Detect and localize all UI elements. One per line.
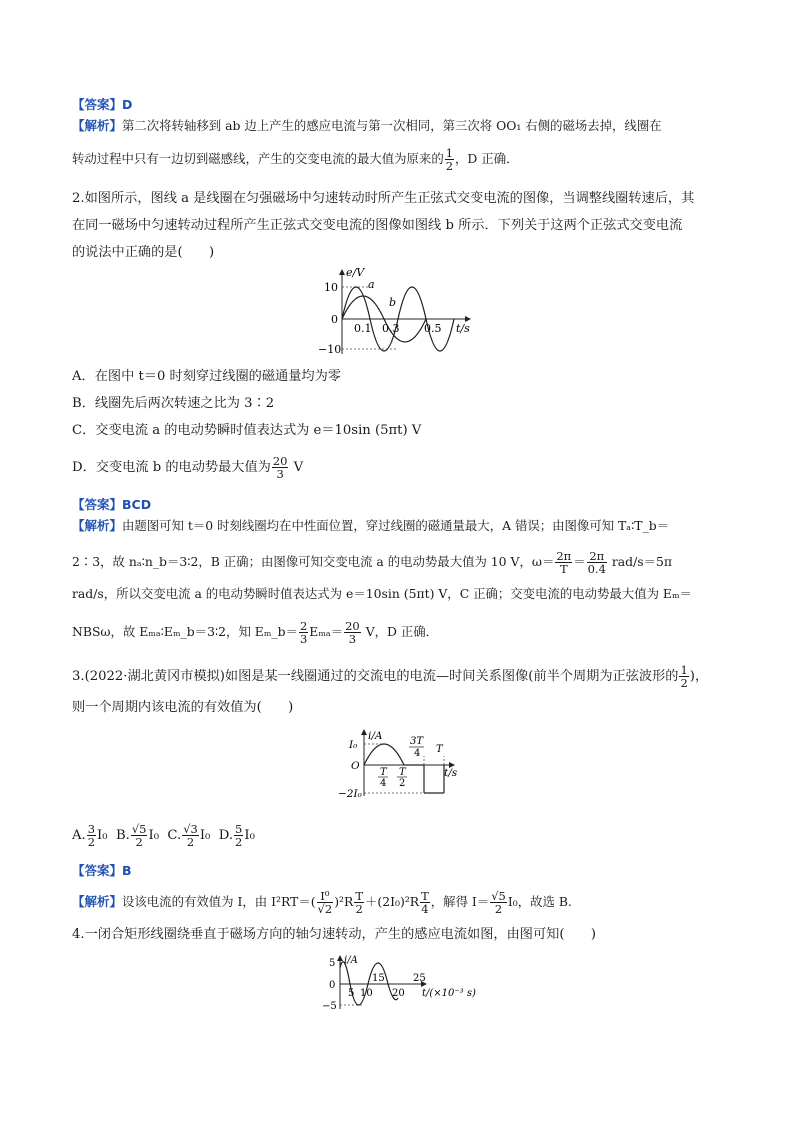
q2-analysis-line-3: rad/s，所以交变电流 a 的电动势瞬时值表达式为 e＝10sin (5πt) V，C 正确；交变电流的电动势最大值为 Eₘ＝	[72, 586, 692, 601]
q3-options-line	[72, 823, 727, 848]
x-tick-0.5: 0.5	[424, 322, 442, 335]
y-tick-neg10: −10	[318, 343, 342, 356]
fraction-one-half	[445, 147, 454, 172]
y-tick-10: 10	[324, 281, 338, 294]
frac-num: 2π	[556, 549, 572, 563]
q3-analysis-line	[72, 890, 727, 915]
fraction-2pi-0.4	[587, 550, 607, 575]
tick-3T4-den: 4	[414, 748, 421, 759]
frac-num: 3	[87, 822, 96, 836]
q3-option-d-fraction	[234, 823, 243, 848]
fraction-T-4	[420, 890, 430, 915]
tick-T4-den: 4	[380, 778, 387, 789]
frac-den: 2	[87, 835, 96, 849]
fraction-2pi-T	[555, 550, 572, 575]
q3-analysis-text-1: 设该电流的有效值为 I，由 I²RT＝(	[122, 894, 316, 909]
q3-current-graph	[336, 726, 466, 798]
q1-answer-line	[72, 96, 727, 115]
q2-analysis-line-4	[72, 620, 727, 645]
answer-tag: 【答案】	[72, 97, 123, 112]
q2-analysis-text-5: Eₘₐ＝	[309, 624, 344, 639]
frac-den: T	[559, 562, 568, 576]
frac-den: 3	[276, 467, 284, 481]
q3-option-b-label: B.	[115, 828, 130, 843]
q2-answer-line	[72, 496, 727, 515]
tick-T: T	[436, 744, 443, 755]
q1-analysis-text-2: 转动过程中只有一边切到磁感线，产生的交变电流的最大值为原来的	[72, 151, 444, 166]
frac-num: √3	[183, 822, 198, 836]
answer-tag: 【答案】	[72, 863, 123, 878]
q2-sine-graph	[310, 266, 490, 358]
q3-stem-text-2: )，	[689, 669, 709, 684]
frac-den: 2	[494, 902, 503, 916]
q2-analysis-line-2	[72, 550, 727, 575]
q3-analysis-text-4: ，解得 I＝	[430, 894, 490, 909]
x-tick-0.1: 0.1	[354, 322, 372, 335]
q3-option-c-I0: I₀	[199, 828, 211, 843]
q3-option-a-fraction	[87, 823, 96, 848]
frac-den: 2	[135, 835, 143, 849]
q4-current-graph	[318, 953, 528, 1011]
curve-b-label: b	[389, 296, 397, 309]
q2-analysis-text-3: rad/s＝5π	[607, 554, 673, 569]
q1-analysis-text-3: ，D 正确．	[455, 151, 519, 166]
curve-a-label: a	[368, 278, 375, 291]
q2-stem-line-3: 的说法中正确的是( )	[72, 245, 215, 260]
tick-3T-num: 3T	[410, 736, 424, 747]
y-tick-0: 0	[331, 313, 338, 326]
q2-option-b: B．线圈先后两次转速之比为 3∶2	[72, 396, 275, 411]
q1-analysis-text-1: 第二次将转轴移到 ab 边上产生的感应电流与第一次相同，第三次将 OO₁ 右侧的磁场去掉，线圈在	[122, 118, 662, 133]
q2-option-d-unit: V	[289, 460, 304, 475]
q3-stem-line-2: 则一个周期内该电流的有效值为( )	[72, 700, 294, 715]
frac-den: 2	[680, 676, 688, 690]
y-tick-neg5: −5	[322, 1001, 337, 1011]
q3-analysis-text-5: I₀，故选 B.	[507, 894, 572, 909]
q3-option-d-label: D.	[218, 828, 234, 843]
frac-den: 2	[186, 835, 195, 849]
fraction-I0-sqrt2	[317, 890, 334, 915]
q2-stem-line-2: 在同一磁场中匀速转动过程所产生正弦式交变电流的图像如图线 b 所示．下列关于这两个正弦式交变电流	[72, 218, 683, 233]
q3-option-a-I0: I₀	[97, 828, 108, 843]
q2-option-a: A．在图中 t＝0 时刻穿过线圈的磁通量均为零	[72, 369, 341, 384]
analysis-tag: 【解析】	[72, 118, 123, 133]
frac-den: 3	[348, 632, 357, 646]
frac-num: 2π	[587, 550, 607, 563]
frac-num: T	[421, 889, 429, 903]
q3-option-c-label: C.	[167, 828, 182, 843]
x-tick-20: 20	[392, 988, 405, 999]
analysis-tag: 【解析】	[72, 894, 123, 909]
frac-num: I⁰	[317, 890, 334, 903]
q3-option-d-I0: I₀	[244, 828, 255, 843]
frac-den: 2	[355, 902, 363, 916]
y-tick-I0: I₀	[349, 739, 358, 751]
frac-num: √5	[131, 822, 147, 836]
x-axis-label: t/s	[456, 322, 470, 335]
frac-num: √5	[491, 889, 506, 903]
fraction-2-3	[299, 620, 308, 645]
q3-option-b-I0: I₀	[148, 828, 159, 843]
q2-analysis-line-1	[72, 517, 727, 535]
y-axis-label: i/A	[344, 955, 358, 966]
frac-den: 4	[421, 902, 429, 916]
frac-den: 2	[445, 159, 454, 173]
frac-num: 1	[445, 146, 454, 160]
fraction-sqrt5-2	[490, 890, 507, 915]
frac-den: 2	[235, 835, 243, 849]
x-tick-5: 5	[348, 988, 355, 999]
frac-num: 2	[299, 619, 308, 633]
analysis-tag: 【解析】	[72, 518, 123, 533]
frac-num: 20	[272, 454, 288, 468]
q2-analysis-text-2: 2∶3，故 nₐ∶n_b＝3∶2，B 正确；由图像可知交变电流 a 的电动势最大值为 10 V，ω＝	[72, 554, 555, 569]
y-axis-label: i/A	[368, 730, 383, 742]
x-axis-label: t/s	[444, 767, 458, 779]
q4-stem: 4.一闭合矩形线圈绕垂直于磁场方向的轴匀速转动，产生的感应电流如图，由图可知( )	[72, 927, 596, 942]
q2-option-c: C．交变电流 a 的电动势瞬时值表达式为 e＝10sin (5πt) V	[72, 423, 422, 438]
q3-option-b-fraction	[131, 823, 148, 848]
q1-analysis-line-1	[72, 117, 727, 135]
fraction-20-3	[344, 620, 361, 645]
q3-stem-line-1	[72, 664, 727, 689]
y-axis-label: e/V	[346, 266, 365, 279]
q3-answer: B	[122, 863, 132, 878]
q2-option-d-text: D．交变电流 b 的电动势最大值为	[72, 460, 271, 475]
q3-analysis-text-2: )²R	[334, 894, 354, 909]
frac-num: 20	[345, 619, 360, 633]
q2-answer: BCD	[122, 497, 152, 512]
q1-analysis-line-2	[72, 147, 727, 172]
origin-label: O	[351, 760, 360, 772]
tick-T2-den: 2	[399, 778, 406, 789]
q2-option-d	[72, 455, 727, 480]
q3-option-a-label: A.	[72, 828, 86, 843]
y-tick-0: 0	[329, 980, 336, 991]
tick-T4-num: T	[380, 767, 387, 778]
x-tick-25: 25	[413, 973, 426, 984]
fraction-T-2	[354, 890, 364, 915]
x-tick-15: 15	[372, 973, 385, 984]
frac-den: 3	[299, 632, 308, 646]
x-tick-10: 10	[360, 988, 373, 999]
q3-stem-text-1: 3.(2022·湖北黄冈市模拟)如图是某一线圈通过的交流电的电流—时间关系图像(前半个周期为正弦波形的	[72, 669, 679, 684]
fraction-one-half	[679, 664, 688, 689]
q3-analysis-text-3: ＋(2I₀)²R	[365, 894, 420, 909]
frac-num: 5	[235, 822, 243, 836]
q2-analysis-eq: ＝	[573, 554, 586, 569]
frac-num: 1	[680, 663, 688, 677]
frac-num: T	[355, 889, 364, 903]
half-sine	[364, 744, 404, 765]
frac-den: 0.4	[587, 562, 606, 576]
x-axis-label: t/(×10⁻³ s)	[422, 988, 476, 999]
x-tick-0.3: 0.3	[382, 322, 400, 335]
y-tick-5: 5	[329, 958, 336, 969]
q2-analysis-text-6: V，D 正确．	[361, 624, 439, 639]
q3-answer-line	[72, 862, 727, 881]
q2-analysis-text-1: 由题图可知 t＝0 时刻线圈均在中性面位置，穿过线圈的磁通量最大，A 错误；由图像可知 Tₐ∶T_b＝	[122, 518, 670, 533]
answer-tag: 【答案】	[72, 497, 123, 512]
q1-answer: D	[122, 97, 133, 112]
fraction-20-3	[272, 455, 289, 480]
frac-den: √2	[317, 902, 333, 916]
y-tick-neg2I0: −2I₀	[338, 788, 362, 798]
tick-T2-num: T	[399, 767, 406, 778]
q2-analysis-text-4: NBSω，故 Eₘₐ∶Eₘ_b＝3∶2，知 Eₘ_b＝	[72, 624, 298, 639]
q2-stem-line-1: 2.如图所示，图线 a 是线圈在匀强磁场中匀速转动时所产生正弦式交变电流的图像，当调整线圈转速后，其	[72, 191, 695, 206]
q3-option-c-fraction	[182, 823, 199, 848]
